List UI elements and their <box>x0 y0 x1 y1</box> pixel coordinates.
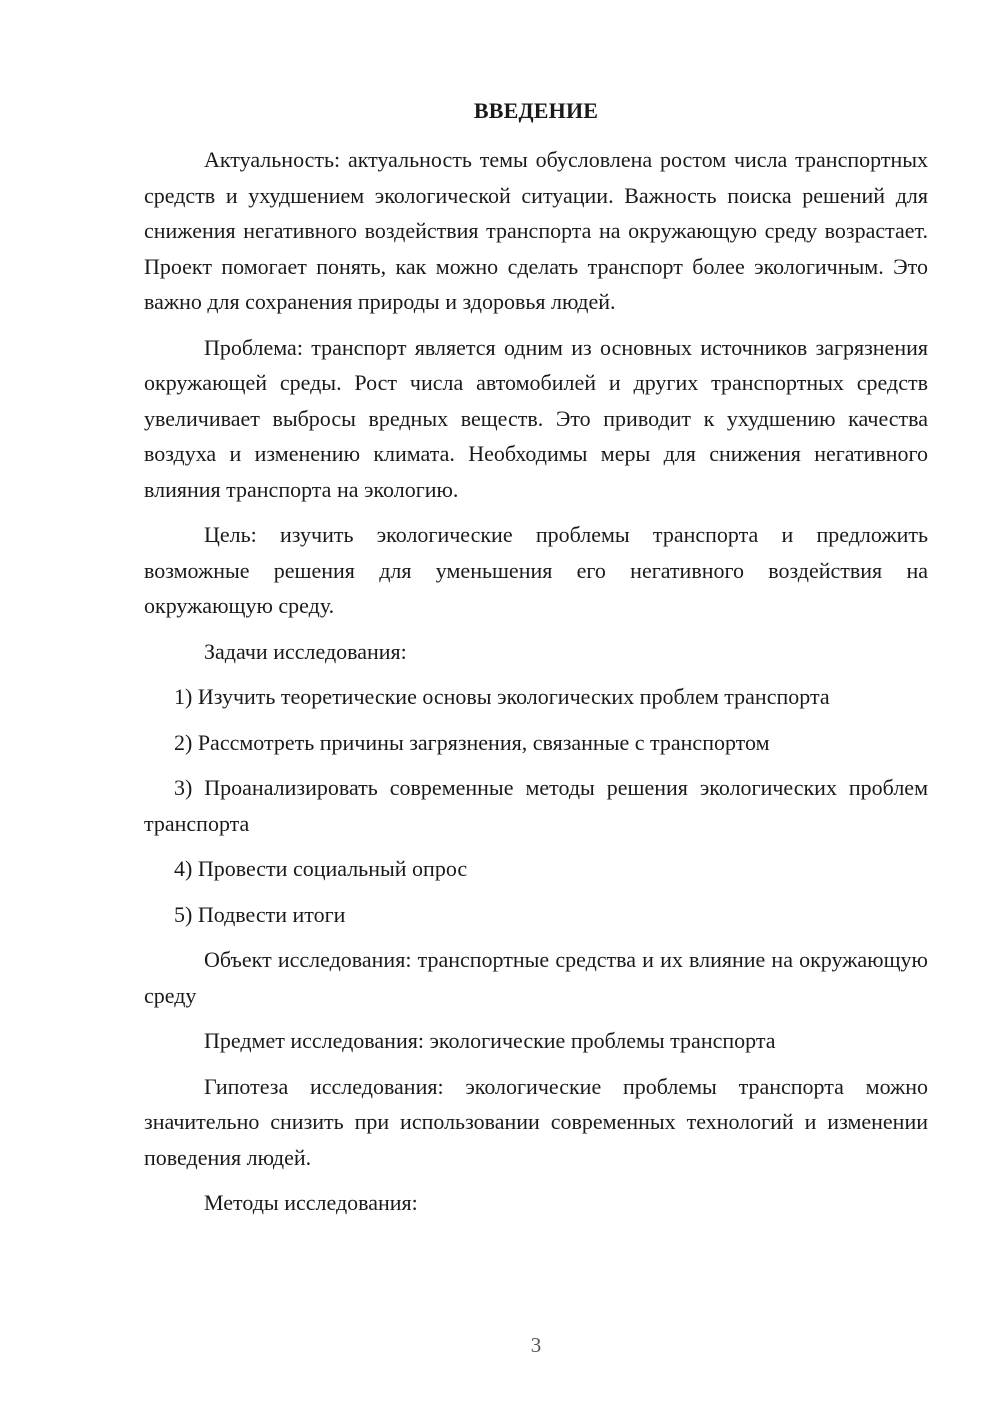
paragraph-hypothesis: Гипотеза исследования: экологические проблемы транспорта можно значительно снизить при использовании современных технологий и изменении поведения людей. <box>144 1073 928 1170</box>
body-text <box>144 142 928 1231</box>
page-number: 3 <box>530 1333 542 1357</box>
paragraph-subject: Предмет исследования: экологические проблемы транспорта <box>204 1028 776 1053</box>
task-item-4: 4) Провести социальный опрос <box>174 856 468 881</box>
task-item-1: 1) Изучить теоретические основы экологических проблем транспорта <box>174 684 830 709</box>
paragraph-relevance: Актуальность: актуальность темы обусловлена ростом числа транспортных средств и ухудшением экологической ситуации. Важность поиска решений для снижения негативного воздействия транспорта на окружающую среду возрастает. Проект помогает понять, как можно сделать транспорт более экологичным. Это важно для сохранения природы и здоровья людей. <box>144 147 928 314</box>
paragraph-problem: Проблема: транспорт является одним из основных источников загрязнения окружающей среды. Рост числа автомобилей и других транспортных средств увеличивает выбросы вредных веществ. Это приводит к ухудшению качества воздуха и изменению климата. Необходимы меры для снижения негативного влияния транспорта на экологию. <box>144 334 928 502</box>
task-item-3: 3) Проанализировать современные методы решения экологических проблем транспорта <box>144 775 928 836</box>
task-item-2: 2) Рассмотреть причины загрязнения, связанные с транспортом <box>174 729 770 755</box>
section-title: ВВЕДЕНИЕ <box>473 98 599 123</box>
paragraph-methods: Методы исследования: <box>204 1190 418 1215</box>
paragraph-goal: Цель: изучить экологические проблемы транспорта и предложить возможные решения для уменьшения его негативного воздействия на окружающую среду. <box>144 522 928 618</box>
paragraph-tasks-heading: Задачи исследования: <box>204 638 407 664</box>
paragraph-object: Объект исследования: транспортные средства и их влияние на окружающую среду <box>144 947 928 1008</box>
task-item-5: 5) Подвести итоги <box>174 901 346 927</box>
